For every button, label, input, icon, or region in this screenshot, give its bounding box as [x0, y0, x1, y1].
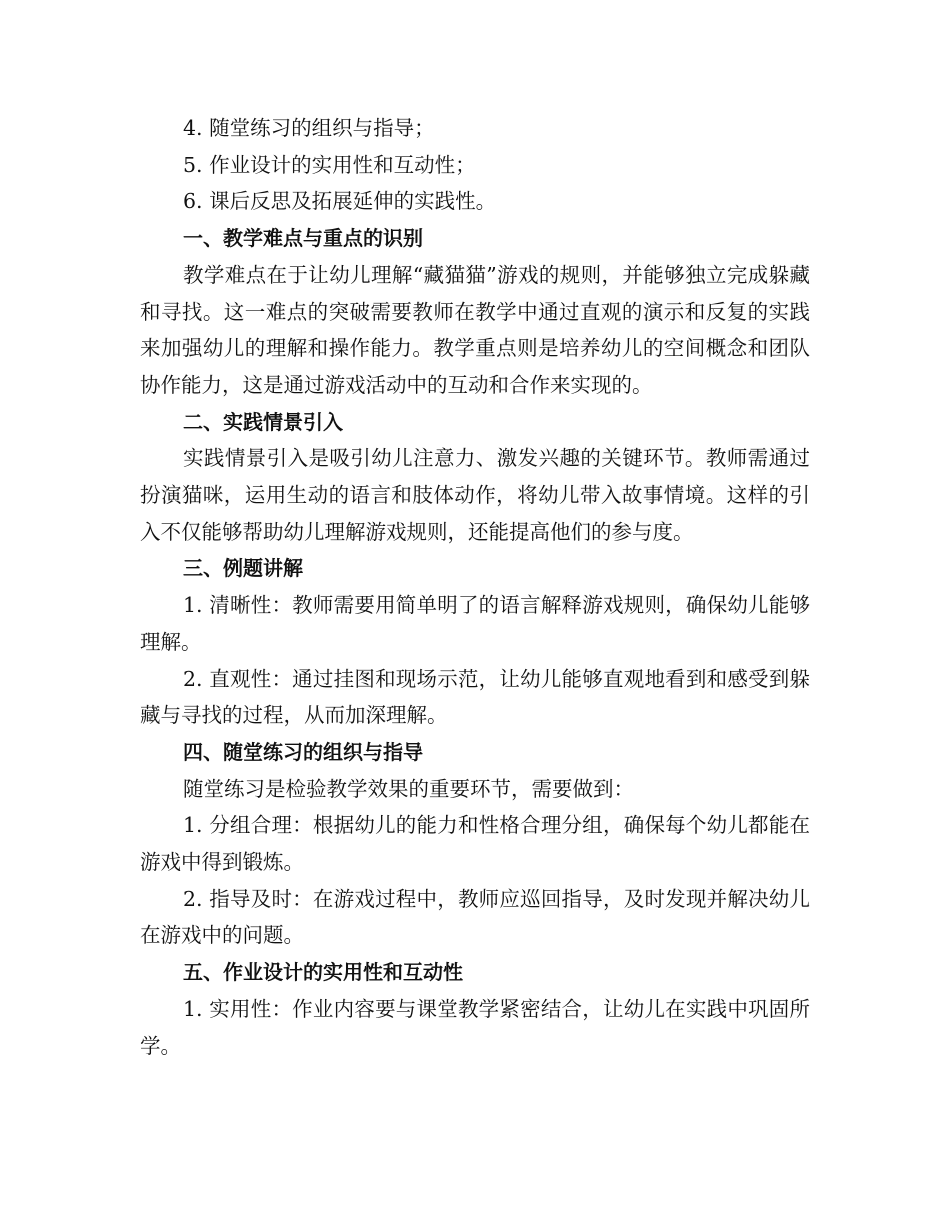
section-4-item-1: 1. 分组合理：根据幼儿的能力和性格合理分组，确保每个幼儿都能在游戏中得到锻炼。 [140, 813, 810, 875]
section-4-intro: 随堂练习是检验教学效果的重要环节，需要做到： [183, 776, 634, 801]
section-3-heading: 三、例题讲解 [183, 556, 303, 581]
section-5-heading: 五、作业设计的实用性和互动性 [183, 960, 463, 985]
section-1-heading: 一、教学难点与重点的识别 [183, 226, 423, 251]
section-3-item-1: 1. 清晰性：教师需要用简单明了的语言解释游戏规则，确保幼儿能够理解。 [140, 593, 810, 654]
section-2-heading: 二、实践情景引入 [183, 409, 343, 434]
list-item-5: 5. 作业设计的实用性和互动性； [183, 152, 476, 177]
section-3-item-2: 2. 直观性：通过挂图和现场示范，让幼儿能够直观地看到和感受到躲藏与寻找的过程，从而加深理解。 [140, 666, 810, 728]
document-page [140, 110, 810, 1064]
section-1-paragraph: 教学难点在于让幼儿理解“藏猫猫”游戏的规则，并能够独立完成躲藏和寻找。这一难点的突破需要教师在教学中通过直观的演示和反复的实践来加强幼儿的理解和操作能力。教学重点则是培养幼儿的空间概念和团队协作能力，这是通过游戏活动中的互动和合作来实现的。 [140, 262, 810, 397]
list-item-4: 4. 随堂练习的组织与指导； [183, 116, 435, 140]
section-4-heading: 四、随堂练习的组织与指导 [183, 739, 423, 764]
section-2-paragraph: 实践情景引入是吸引幼儿注意力、激发兴趣的关键环节。教师需通过扮演猫咪，运用生动的语言和肢体动作，将幼儿带入故事情境。这样的引入不仅能够帮助幼儿理解游戏规则，还能提高他们的参与度。 [140, 446, 810, 544]
section-4-item-2: 2. 指导及时：在游戏过程中，教师应巡回指导，及时发现并解决幼儿在游戏中的问题。 [140, 886, 810, 948]
list-item-6: 6. 课后反思及拓展延伸的实践性。 [183, 189, 497, 214]
section-5-item-1: 1. 实用性：作业内容要与课堂教学紧密结合，让幼儿在实践中巩固所学。 [140, 996, 810, 1058]
